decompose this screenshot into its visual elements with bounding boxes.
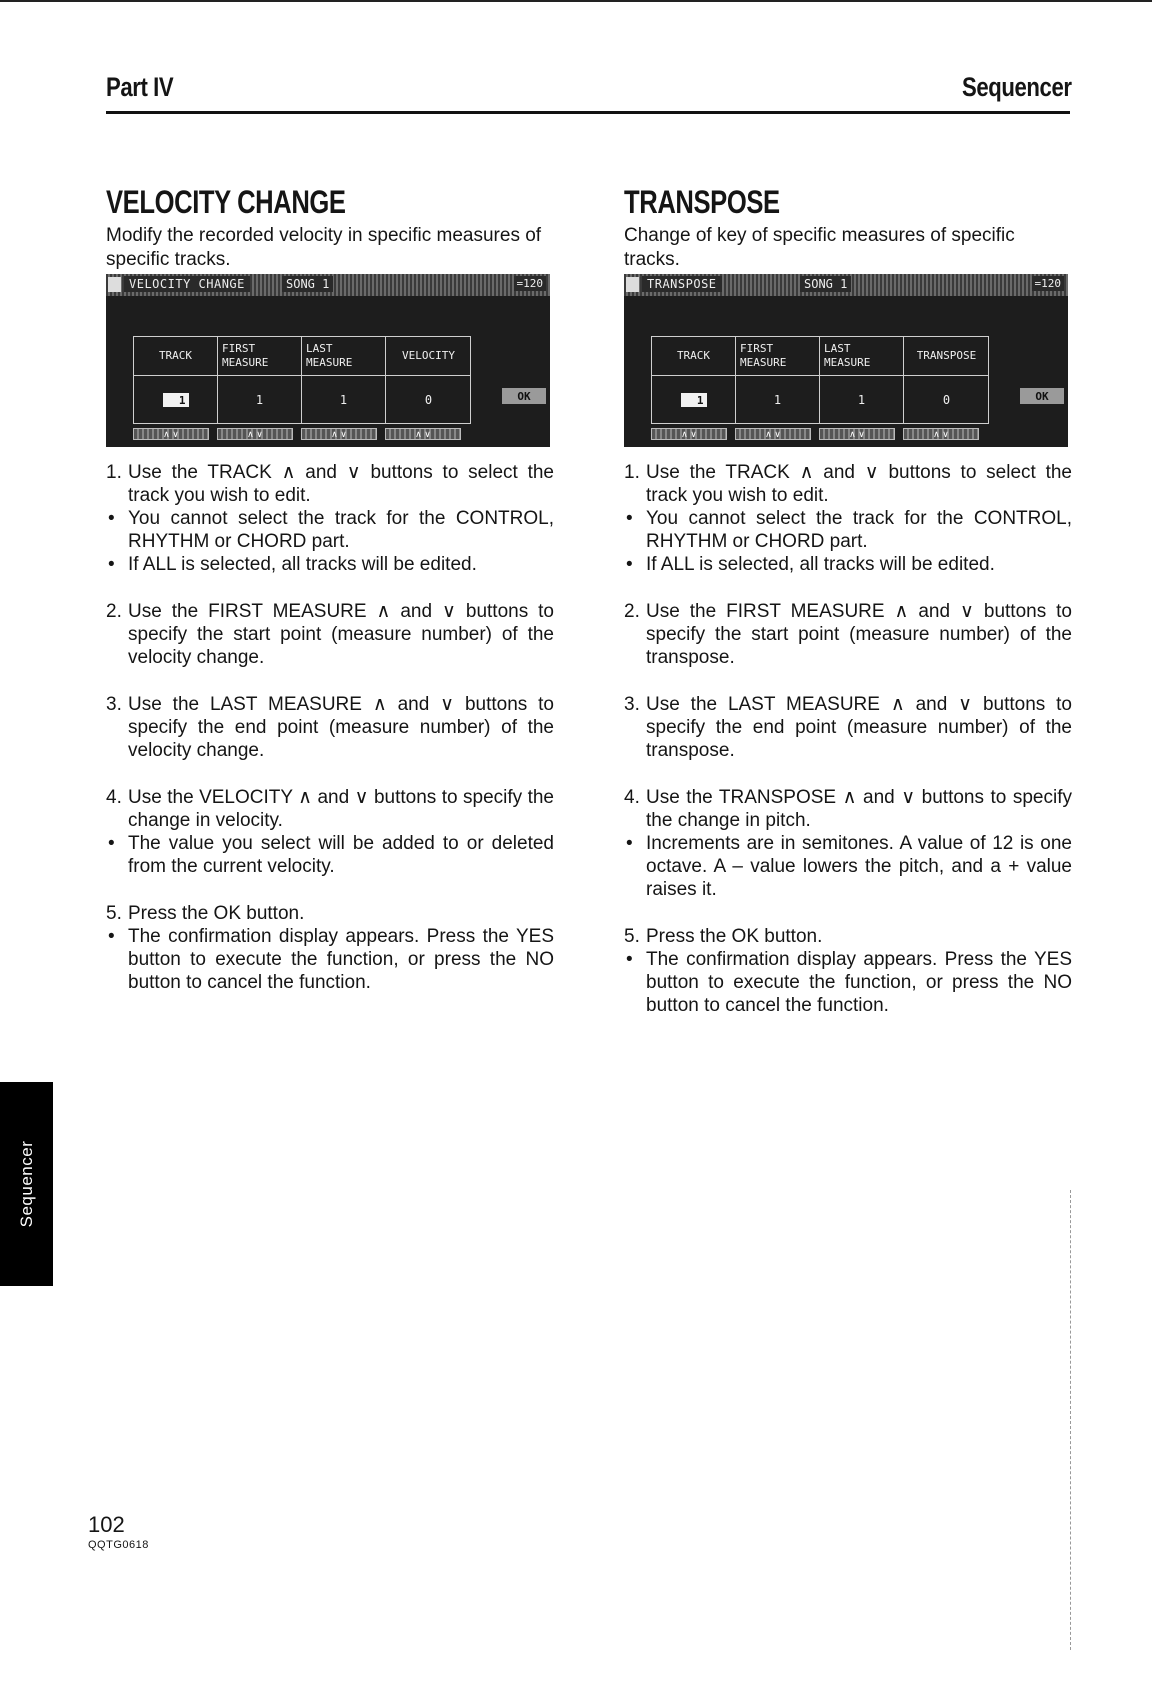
- bullet-text: You cannot select the track for the CONTROL, RHYTHM or CHORD part.: [646, 508, 1072, 552]
- lcd-corner-icon: [108, 277, 121, 292]
- transpose-value[interactable]: 0: [942, 393, 951, 407]
- bullet-text: The confirmation display appears. Press the YES button to execute the function, or press the NO button to cancel the function.: [646, 949, 1072, 1016]
- bullet-text: The value you select will be added to or deleted from the current velocity.: [128, 833, 554, 877]
- step-number: 4.: [106, 787, 122, 808]
- step-number: 4.: [624, 787, 640, 808]
- top-rule: [0, 0, 1152, 2]
- step: [106, 461, 554, 507]
- last-measure-updown-button[interactable]: ∧ ∨: [819, 428, 895, 440]
- lcd-title: VELOCITY CHANGE: [124, 276, 250, 292]
- step-number: 1.: [106, 462, 122, 483]
- step: [624, 693, 1072, 762]
- lcd-corner-icon: [626, 277, 639, 292]
- step: [624, 786, 1072, 832]
- document-code: QQTG0618: [88, 1539, 149, 1551]
- section-intro: Change of key of specific measures of specific tracks.: [624, 225, 1015, 270]
- bullet: • The confirmation display appears. Press the YES button to execute the function, or press the NO button to cancel the function.: [108, 926, 554, 993]
- chapter-side-tab: [0, 1082, 53, 1286]
- transpose-section: [624, 182, 1072, 1017]
- step-text: Use the TRACK ∧ and ∨ buttons to select the track you wish to edit.: [128, 462, 554, 506]
- step-text: Use the VELOCITY ∧ and ∨ buttons to specify the change in velocity.: [128, 787, 554, 831]
- col-track-header: TRACK: [134, 337, 218, 375]
- track-value-box: 1: [681, 393, 707, 407]
- col-first-measure-header: [736, 337, 820, 375]
- col-track-header: TRACK: [652, 337, 736, 375]
- last-measure-updown-button[interactable]: ∧ ∨: [301, 428, 377, 440]
- step: [624, 600, 1072, 669]
- lcd-parameter-grid: [651, 336, 989, 424]
- step-number: 1.: [624, 462, 640, 483]
- step-number: 2.: [624, 601, 640, 622]
- lcd-screen: [624, 274, 1068, 447]
- bullet-text: If ALL is selected, all tracks will be edited.: [646, 554, 995, 575]
- page-number: 102: [88, 1512, 125, 1537]
- step-text: Use the LAST MEASURE ∧ and ∨ buttons to specify the end point (measure number) of the transpose.: [646, 694, 1072, 761]
- first-measure-updown-button[interactable]: ∧ ∨: [217, 428, 293, 440]
- steps-list: [624, 461, 1072, 1017]
- velocity-change-section: [106, 182, 554, 994]
- ok-button[interactable]: OK: [502, 388, 546, 404]
- lcd-parameter-grid: [133, 336, 471, 424]
- col-transpose-header: TRANSPOSE: [916, 349, 977, 362]
- section-title: TRANSPOSE: [624, 184, 780, 220]
- step: [106, 902, 554, 925]
- last-measure-value[interactable]: 1: [302, 376, 386, 424]
- transpose-updown-button[interactable]: ∧ ∨: [903, 428, 979, 440]
- bullet: • If ALL is selected, all tracks will be edited.: [624, 553, 1072, 576]
- col-last-line1: LAST: [824, 342, 851, 355]
- last-measure-value[interactable]: 1: [820, 376, 904, 424]
- velocity-updown-button[interactable]: ∧ ∨: [385, 428, 461, 440]
- col-last-line2: MEASURE: [824, 356, 871, 369]
- step-number: 3.: [106, 694, 122, 715]
- col-first-line2: MEASURE: [222, 356, 269, 369]
- bullet-text: Increments are in semitones. A value of 12 is one octave. A – value lowers the pitch, and a + value raises it.: [646, 833, 1072, 900]
- ok-button[interactable]: OK: [1020, 388, 1064, 404]
- track-updown-button[interactable]: ∧ ∨: [651, 428, 727, 440]
- bullet-text: If ALL is selected, all tracks will be edited.: [128, 554, 477, 575]
- step-text: Use the FIRST MEASURE ∧ and ∨ buttons to specify the start point (measure number) of the transpose.: [646, 601, 1072, 668]
- col-velocity-header: VELOCITY: [402, 349, 455, 362]
- step: [624, 461, 1072, 507]
- side-tab-label: Sequencer: [16, 1140, 36, 1228]
- step-text: Use the TRACK ∧ and ∨ buttons to select the track you wish to edit.: [646, 462, 1072, 506]
- step: [106, 600, 554, 669]
- lcd-title: TRANSPOSE: [642, 276, 722, 292]
- step-text: Use the FIRST MEASURE ∧ and ∨ buttons to specify the start point (measure number) of the velocity change.: [128, 601, 554, 668]
- step-text: Press the OK button.: [128, 903, 305, 924]
- col-first-line1: FIRST: [740, 342, 774, 355]
- bullet: • You cannot select the track for the CONTROL, RHYTHM or CHORD part.: [626, 508, 1072, 552]
- header-rule: [106, 111, 1070, 114]
- col-last-line1: LAST: [306, 342, 333, 355]
- bullet: • Increments are in semitones. A value of 12 is one octave. A – value lowers the pitch, and a + value raises it.: [626, 833, 1072, 900]
- first-measure-value[interactable]: 1: [736, 376, 820, 424]
- track-value[interactable]: [134, 376, 218, 424]
- track-updown-button[interactable]: ∧ ∨: [133, 428, 209, 440]
- bullet: • If ALL is selected, all tracks will be edited.: [106, 553, 554, 576]
- step-number: 5.: [106, 903, 122, 924]
- bullet-text: The confirmation display appears. Press the YES button to execute the function, or press the NO button to cancel the function.: [128, 926, 554, 993]
- track-value-box: 1: [163, 393, 189, 407]
- step: [624, 925, 1072, 948]
- bullet: • The confirmation display appears. Press the YES button to execute the function, or press the NO button to cancel the function.: [626, 949, 1072, 1016]
- bullet: • The value you select will be added to or deleted from the current velocity.: [108, 833, 554, 877]
- lcd-screen: [106, 274, 550, 447]
- part-label: Part IV: [106, 72, 174, 102]
- step: [106, 693, 554, 762]
- section-title: VELOCITY CHANGE: [106, 184, 346, 220]
- col-last-line2: MEASURE: [306, 356, 353, 369]
- col-last-measure-header: [302, 337, 386, 375]
- step-number: 2.: [106, 601, 122, 622]
- chapter-label: Sequencer: [962, 72, 1072, 102]
- bullet-text: You cannot select the track for the CONTROL, RHYTHM or CHORD part.: [128, 508, 554, 552]
- lcd-song: SONG 1: [282, 276, 333, 292]
- bullet: • You cannot select the track for the CONTROL, RHYTHM or CHORD part.: [108, 508, 554, 552]
- col-first-measure-header: [218, 337, 302, 375]
- step-text: Press the OK button.: [646, 926, 823, 947]
- first-measure-value[interactable]: 1: [218, 376, 302, 424]
- col-last-measure-header: [820, 337, 904, 375]
- step-number: 3.: [624, 694, 640, 715]
- track-value[interactable]: [652, 376, 736, 424]
- step-number: 5.: [624, 926, 640, 947]
- col-first-line2: MEASURE: [740, 356, 787, 369]
- first-measure-updown-button[interactable]: ∧ ∨: [735, 428, 811, 440]
- lcd-tempo: =120: [1032, 276, 1065, 291]
- page-edge-mark: [1070, 1190, 1072, 1650]
- step-text: Use the LAST MEASURE ∧ and ∨ buttons to specify the end point (measure number) of the velocity change.: [128, 694, 554, 761]
- step-text: Use the TRANSPOSE ∧ and ∨ buttons to specify the change in pitch.: [646, 787, 1072, 831]
- step: [106, 786, 554, 832]
- section-intro: Modify the recorded velocity in specific measures of specific tracks.: [106, 225, 542, 270]
- lcd-tempo: =120: [514, 276, 547, 291]
- col-first-line1: FIRST: [222, 342, 256, 355]
- velocity-value[interactable]: 0: [424, 393, 433, 407]
- lcd-song: SONG 1: [800, 276, 851, 292]
- steps-list: [106, 461, 554, 994]
